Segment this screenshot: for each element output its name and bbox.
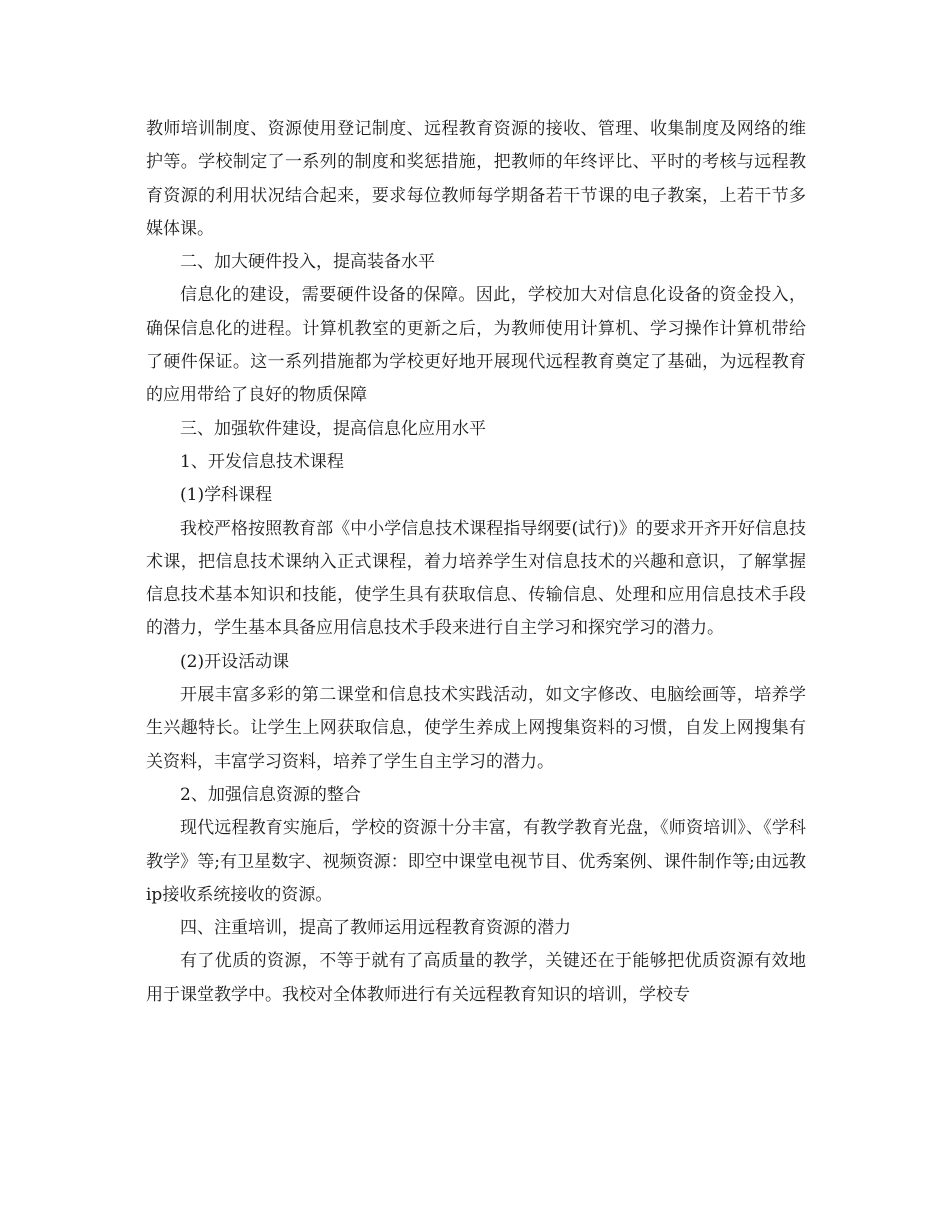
subheading-1-2: (2)开设活动课 (180, 651, 290, 672)
heading-section-4: 四、注重培训，提高了教师运用远程教育资源的潜力 (180, 918, 571, 939)
paragraph-continuation: 教师培训制度、资源使用登记制度、远程教育资源的接收、管理、收集制度及网络的维护等。学校制定了一系列的制度和奖惩措施，把教师的年终评比、平时的考核与远程教育资源的利用状况结合起来，要求每位教师每学期备若干节课的电子教案，上若干节多媒体课。 (146, 119, 806, 239)
heading-section-3: 三、加强软件建设，提高信息化应用水平 (180, 418, 486, 439)
paragraph-hardware: 信息化的建设，需要硬件设备的保障。因此，学校加大对信息化设备的资金投入，确保信息化的进程。计算机教室的更新之后，为教师使用计算机、学习操作计算机带给了硬件保证。这一系列措施都为学校更好地开展现代远程教育奠定了基础，为远程教育的应用带给了良好的物质保障 (146, 285, 806, 406)
subheading-1-1: (1)学科课程 (180, 485, 273, 506)
paragraph-resources: 现代远程教育实施后，学校的资源十分丰富，有教学教育光盘，《师资培训》、《学科教学》等;有卫星数字、视频资源：即空中课堂电视节目、优秀案例、课件制作等;由远教ip接收系统接收的资源。 (146, 818, 806, 905)
paragraph-subject-course: 我校严格按照教育部《中小学信息技术课程指导纲要(试行)》的要求开齐开好信息技术课，把信息技术课纳入正式课程，着力培养学生对信息技术的兴趣和意识，了解掌握信息技术基本知识和技能，使学生具有获取信息、传输信息、处理和应用信息技术手段的潜力，学生基本具备应用信息技术手段来进行自主学习和探究学习的潜力。 (146, 518, 806, 639)
paragraph-activity-course: 开展丰富多彩的第二课堂和信息技术实践活动，如文字修改、电脑绘画等，培养学生兴趣特长。让学生上网获取信息，使学生养成上网搜集资料的习惯，自发上网搜集有关资料，丰富学习资料，培养了学生自主学习的潜力。 (146, 685, 806, 772)
subheading-2: 2、加强信息资源的整合 (180, 784, 361, 805)
paragraph-training: 有了优质的资源，不等于就有了高质量的教学，关键还在于能够把优质资源有效地用于课堂教学中。我校对全体教师进行有关远程教育知识的培训，学校专 (146, 951, 806, 1005)
heading-section-2: 二、加大硬件投入，提高装备水平 (180, 252, 435, 273)
subheading-1: 1、开发信息技术课程 (180, 451, 344, 472)
document-body (146, 113, 806, 1012)
